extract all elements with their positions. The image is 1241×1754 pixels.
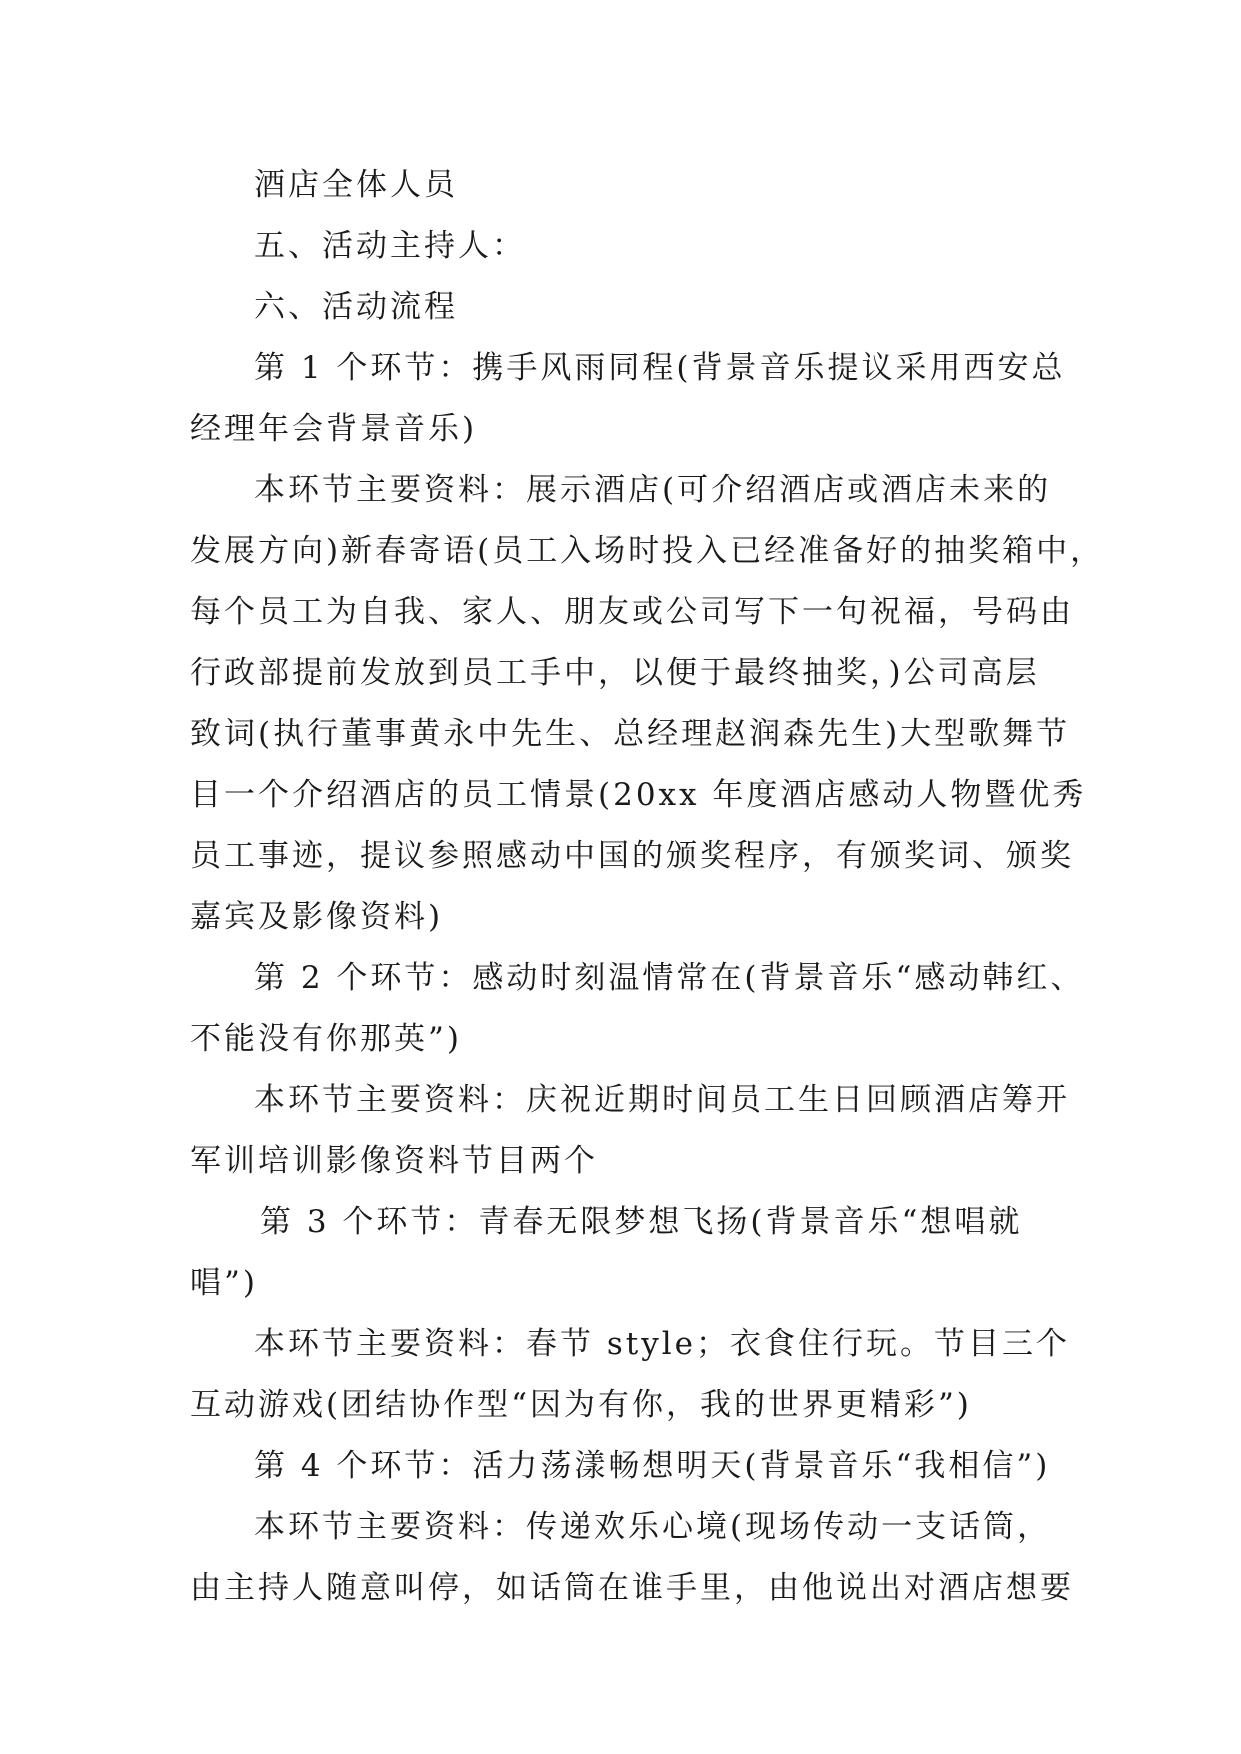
paragraph-line: 目一个介绍酒店的员工情景(20xx 年度酒店感动人物暨优秀 xyxy=(190,777,1087,813)
paragraph-line: 酒店全体人员 xyxy=(254,167,458,203)
segment-2-content: 本环节主要资料：庆祝近期时间员工生日回顾酒店筹开 xyxy=(254,1082,1070,1118)
segment-4-title: 第 4 个环节：活力荡漾畅想明天(背景音乐“我相信”) xyxy=(254,1448,1051,1484)
section-heading-host: 五、活动主持人： xyxy=(254,228,526,264)
segment-1-content: 本环节主要资料：展示酒店(可介绍酒店或酒店未来的 xyxy=(254,472,1052,508)
paragraph-line: 每个员工为自我、家人、朋友或公司写下一句祝福，号码由 xyxy=(190,594,1074,630)
segment-4-content: 本环节主要资料：传递欢乐心境(现场传动一支话筒， xyxy=(254,1509,1052,1545)
paragraph-line: 发展方向)新春寄语(员工入场时投入已经准备好的抽奖箱中， xyxy=(190,533,1105,569)
paragraph-line: 不能没有你那英”) xyxy=(190,1021,462,1057)
paragraph-line: 嘉宾及影像资料) xyxy=(190,899,444,935)
paragraph-line: 军训培训影像资料节目两个 xyxy=(190,1143,598,1179)
section-heading-flow: 六、活动流程 xyxy=(254,289,458,325)
paragraph-line: 互动游戏(团结协作型“因为有你，我的世界更精彩”) xyxy=(190,1387,972,1423)
paragraph-line: 唱”) xyxy=(190,1265,258,1301)
paragraph-line: 员工事迹，提议参照感动中国的颁奖程序，有颁奖词、颁奖 xyxy=(190,838,1074,874)
paragraph-line: 致词(执行董事黄永中先生、总经理赵润森先生)大型歌舞节 xyxy=(190,716,1071,752)
paragraph-line: 经理年会背景音乐) xyxy=(190,411,478,447)
segment-3-content: 本环节主要资料：春节 style；衣食住行玩。节目三个 xyxy=(254,1326,1070,1362)
segment-2-title: 第 2 个环节：感动时刻温情常在(背景音乐“感动韩红、 xyxy=(254,960,1085,996)
segment-3-title: 第 3 个环节：青春无限梦想飞扬(背景音乐“想唱就 xyxy=(260,1204,1023,1240)
paragraph-line: 由主持人随意叫停，如话筒在谁手里，由他说出对酒店想要 xyxy=(190,1570,1074,1606)
segment-1-title: 第 1 个环节：携手风雨同程(背景音乐提议采用西安总 xyxy=(254,350,1066,386)
paragraph-line: 行政部提前发放到员工手中，以便于最终抽奖，)公司高层 xyxy=(190,655,1040,691)
document-body xyxy=(190,155,1105,1619)
